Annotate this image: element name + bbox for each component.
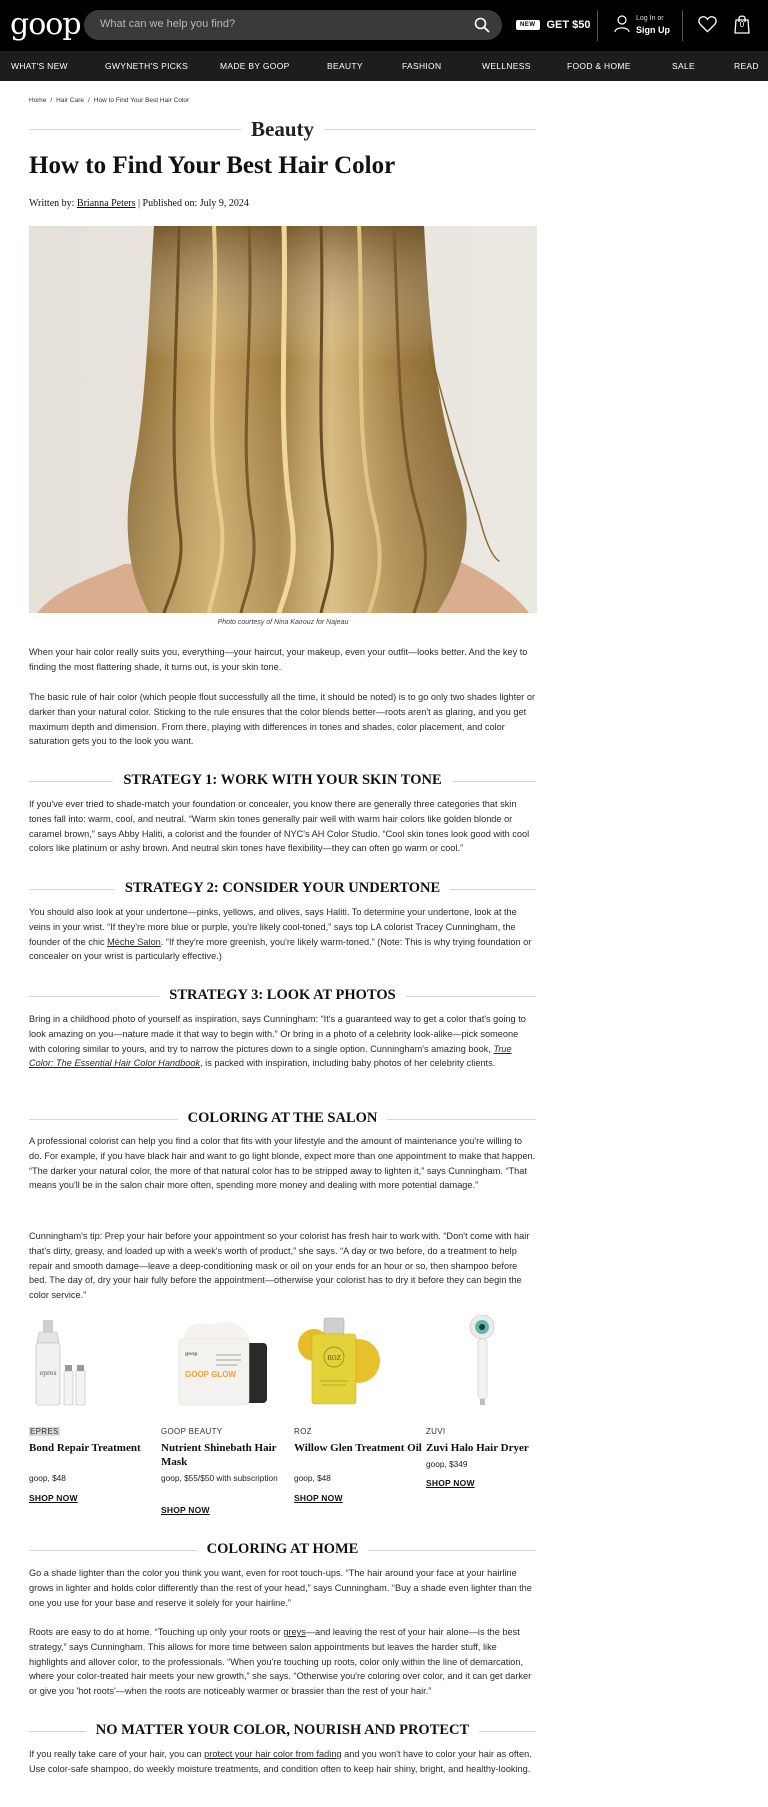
- strategy-3-paragraph: [29, 1012, 537, 1071]
- heading-strategy-2: STRATEGY 2: CONSIDER YOUR UNDERTONE: [115, 880, 450, 896]
- product-name[interactable]: Willow Glen Treatment Oil: [294, 1442, 422, 1454]
- paragraph-text: Roots are easy to do at home. “Touching up only your roots or: [29, 1627, 284, 1637]
- goop-logo[interactable]: goop: [10, 7, 81, 42]
- nav-whats-new[interactable]: WHAT'S NEW: [11, 61, 68, 71]
- product-price: goop, $349: [426, 1459, 468, 1469]
- section-heading: [29, 1722, 536, 1740]
- photo-caption: Photo courtesy of Nina Kairouz for Najeau: [217, 619, 349, 626]
- meche-salon-link[interactable]: Mèche Salon: [107, 936, 161, 947]
- product-name[interactable]: Nutrient Shinebath Hair Mask: [161, 1442, 277, 1468]
- product-price: goop, $48: [29, 1473, 66, 1483]
- page-title: How to Find Your Best Hair Color: [29, 152, 396, 179]
- breadcrumb-hair-care[interactable]: Hair Care: [56, 97, 84, 104]
- heading-salon: COLORING AT THE SALON: [178, 1110, 388, 1126]
- nav-beauty[interactable]: BEAUTY: [327, 61, 363, 71]
- section-label: [29, 117, 536, 141]
- cart-count: 0: [739, 20, 745, 29]
- product-brand: EPRES: [30, 1427, 59, 1436]
- signup-label: Sign Up: [636, 25, 670, 35]
- svg-text:epres: epres: [39, 1370, 57, 1377]
- strategy-1-paragraph: If you've ever tried to shade-match your foundation or concealer, you know there are generally three categories that skin tones fall into: warm, cool, and neutral. “Warm skin tones generally pair well with warm hair colors like golden blonde or caramel brown,” says Abby Haliti, a colorist and the founder of NYC's AH Color Studio. “Cool skin tones look good with cool colors like platinum or ashy brown. And neutral skin tones have flexibility—they can often go warm or cool.”: [29, 799, 530, 854]
- greys-link[interactable]: greys: [283, 1627, 306, 1637]
- product-price: goop, $48: [294, 1473, 331, 1483]
- product-image-bond-repair[interactable]: [29, 1315, 159, 1415]
- home-paragraph: Go a shade lighter than the color you think you want, even for root touch-ups. “The hair around your face at your hairline grows in lighter and holds color differently than the rest of your head,” says Cunningham. “Buy a shade even lighter than the one you use for your base and reserve it solely for your hairline.”: [29, 1568, 532, 1608]
- nav-read[interactable]: READ: [734, 61, 759, 71]
- top-header: [0, 0, 768, 51]
- product-price: goop, $55/$50 with subscription: [161, 1473, 278, 1483]
- product-name[interactable]: Bond Repair Treatment: [29, 1442, 141, 1454]
- paragraph-text: and you won't have to color your hair as often. Use color-safe shampoo, do weekly moisture treatments, and condition often to keep hair shiny, bright, and healthy-looking.: [29, 1749, 532, 1774]
- section-heading: [29, 1541, 536, 1559]
- author-link[interactable]: Brianna Peters: [76, 198, 136, 209]
- search-bar[interactable]: [84, 10, 502, 40]
- intro-paragraph: When your hair color really suits you, everything—your haircut, your makeup, even your outfit—looks better. And the key to finding the most flattering shade, it turns out, is your skin tone.: [29, 647, 528, 672]
- paragraph-text: If you really take care of your hair, you can: [29, 1749, 205, 1759]
- product-brand: ROZ: [294, 1427, 312, 1436]
- salon-paragraph: Cunningham's tip: Prep your hair before your appointment so your colorist has fresh hair to work with. “Don't come with hair that's dirty, greasy, and loaded up with a week's worth of product,” she says. “A day or two before, do a treatment to help repair and smooth damage—leave a deep-conditioning mask or oil on your ends for an hour or so, then shampoo before bed. The day of, dry your hair fully before the appointment—otherwise your colorist has to dry it before they can begin the color service.”: [29, 1231, 530, 1301]
- hero-image-hair: [29, 226, 537, 613]
- salon-paragraph: A professional colorist can help you find a color that fits with your lifestyle and the amount of maintenance you're willing to do. For example, if you have black hair and want to go light blonde, expect more than one appointment to make that happen. “The darker your natural color, the more of that natural color has to be stripped away to lighten it,” says Cunningham. “That means you'll be in the salon chair more often, spending more money and dealing with more potential damage.”: [29, 1136, 536, 1191]
- publish-date: | Published on: July 9, 2024: [138, 198, 249, 209]
- nav-wellness[interactable]: WELLNESS: [482, 61, 531, 71]
- main-nav: [0, 51, 768, 81]
- product-image-hair-mask[interactable]: [161, 1315, 291, 1415]
- promo-text: GET $50: [546, 19, 591, 31]
- heart-icon[interactable]: [698, 15, 717, 33]
- user-icon: [614, 15, 630, 33]
- shop-now-link[interactable]: SHOP NOW: [426, 1478, 475, 1488]
- search-input[interactable]: What can we help you find?: [100, 18, 236, 30]
- search-icon[interactable]: [474, 17, 490, 33]
- nav-made-by-goop[interactable]: MADE BY GOOP: [220, 61, 290, 71]
- home-paragraph: [29, 1625, 537, 1699]
- divider: [682, 10, 683, 41]
- account-link[interactable]: [614, 12, 676, 40]
- protect-color-link[interactable]: protect your hair color from fading: [204, 1749, 342, 1759]
- intro-paragraph: The basic rule of hair color (which people flout successfully all the time, it should be noted) is to go only two shades lighter or darker than your natural color. Sticking to the rule ensures that the color blends better—roots aren't as glaring, and you get maximum depth and dimension. From there, playing with differences in tones and shades, color placement, and color saturation gets you to the look you want.: [29, 692, 536, 747]
- product-image-hair-dryer[interactable]: [426, 1315, 556, 1415]
- nav-sale[interactable]: SALE: [672, 61, 695, 71]
- promo-link[interactable]: [516, 17, 591, 33]
- new-badge: NEW: [516, 20, 540, 30]
- shop-now-link[interactable]: SHOP NOW: [294, 1493, 343, 1503]
- product-brand: ZUVI: [426, 1427, 446, 1436]
- book-link[interactable]: True Color: The Essential Hair Color Handbook: [29, 1043, 512, 1069]
- byline: [29, 198, 249, 209]
- nav-gwyneths-picks[interactable]: GWYNETH'S PICKS: [105, 61, 189, 71]
- login-label: Log In or: [636, 15, 664, 22]
- paragraph-text: Bring in a childhood photo of yourself as inspiration, says Cunningham: “It's a guaranteed way to get a color that's going to look amazing on you—nature made it that way to begin with.” Or bring in a photo of a celebrity look-alike—pick someone with coloring similar to yours, and try to narrow the pictures down to a single option. Cunningham's amazing book,: [29, 1014, 526, 1054]
- heading-home: COLORING AT HOME: [197, 1541, 369, 1557]
- mask-label-product: GOOP GLOW: [185, 1370, 236, 1379]
- nav-food-home[interactable]: FOOD & HOME: [567, 61, 631, 71]
- paragraph-text: You should also look at your undertone—pinks, yellows, and olives, says Haliti. To determine your undertone, look at the veins in your wrist. “If they're more blue or purple, you're likely cool-toned,” says top LA colorist Tracey Cunningham, the founder of the chic: [29, 907, 517, 947]
- section-heading: [29, 987, 536, 1005]
- paragraph-text: , is packed with inspiration, including baby photos of her celebrity clients.: [200, 1058, 496, 1069]
- strategy-2-paragraph: [29, 905, 537, 964]
- paragraph-text: —and leaving the rest of your hair alone—is the best strategy,” says Cunningham. This allows for more time between salon appointments but leaves the harder stuff, like highlights and allover color, to the professionals. “When you're touching up roots, color only within the line of demarcation, where your color-treated hair meets your new growth,” she says. “Otherwise you're coloring over color, and it can get darker or give you 'hot roots'—when the roots are noticeably warmer or brassier than the rest of your hair.”: [29, 1627, 532, 1697]
- breadcrumb: Home / Hair Care / How to Find Your Best Hair Color: [29, 97, 190, 104]
- mask-label-brand: goop: [185, 1351, 198, 1357]
- shop-now-link[interactable]: SHOP NOW: [161, 1505, 210, 1515]
- oil-label-brand: ROZ: [327, 1355, 341, 1362]
- section-heading: [29, 880, 536, 898]
- heading-strategy-3: STRATEGY 3: LOOK AT PHOTOS: [159, 987, 405, 1003]
- breadcrumb-current: How to Find Your Best Hair Color: [93, 97, 190, 104]
- shop-now-link[interactable]: SHOP NOW: [29, 1493, 78, 1503]
- divider: [597, 10, 598, 41]
- section-title[interactable]: Beauty: [241, 117, 324, 141]
- nav-fashion[interactable]: FASHION: [402, 61, 442, 71]
- byline-prefix: Written by:: [29, 198, 75, 209]
- product-brand: GOOP BEAUTY: [161, 1427, 223, 1436]
- breadcrumb-home[interactable]: Home: [29, 97, 47, 104]
- section-heading: [29, 1110, 536, 1128]
- product-name[interactable]: Zuvi Halo Hair Dryer: [426, 1442, 529, 1454]
- nourish-paragraph: [29, 1747, 537, 1777]
- paragraph-text: . “If they're more greenish, you're likely warm-toned.” (Note: This is why trying foundation or concealer on your wrist is particularly effective.): [29, 936, 532, 962]
- heading-strategy-1: STRATEGY 1: WORK WITH YOUR SKIN TONE: [113, 772, 451, 788]
- heading-nourish: NO MATTER YOUR COLOR, NOURISH AND PROTECT: [86, 1722, 479, 1738]
- section-heading: [29, 772, 536, 790]
- product-image-treatment-oil[interactable]: [294, 1315, 424, 1415]
